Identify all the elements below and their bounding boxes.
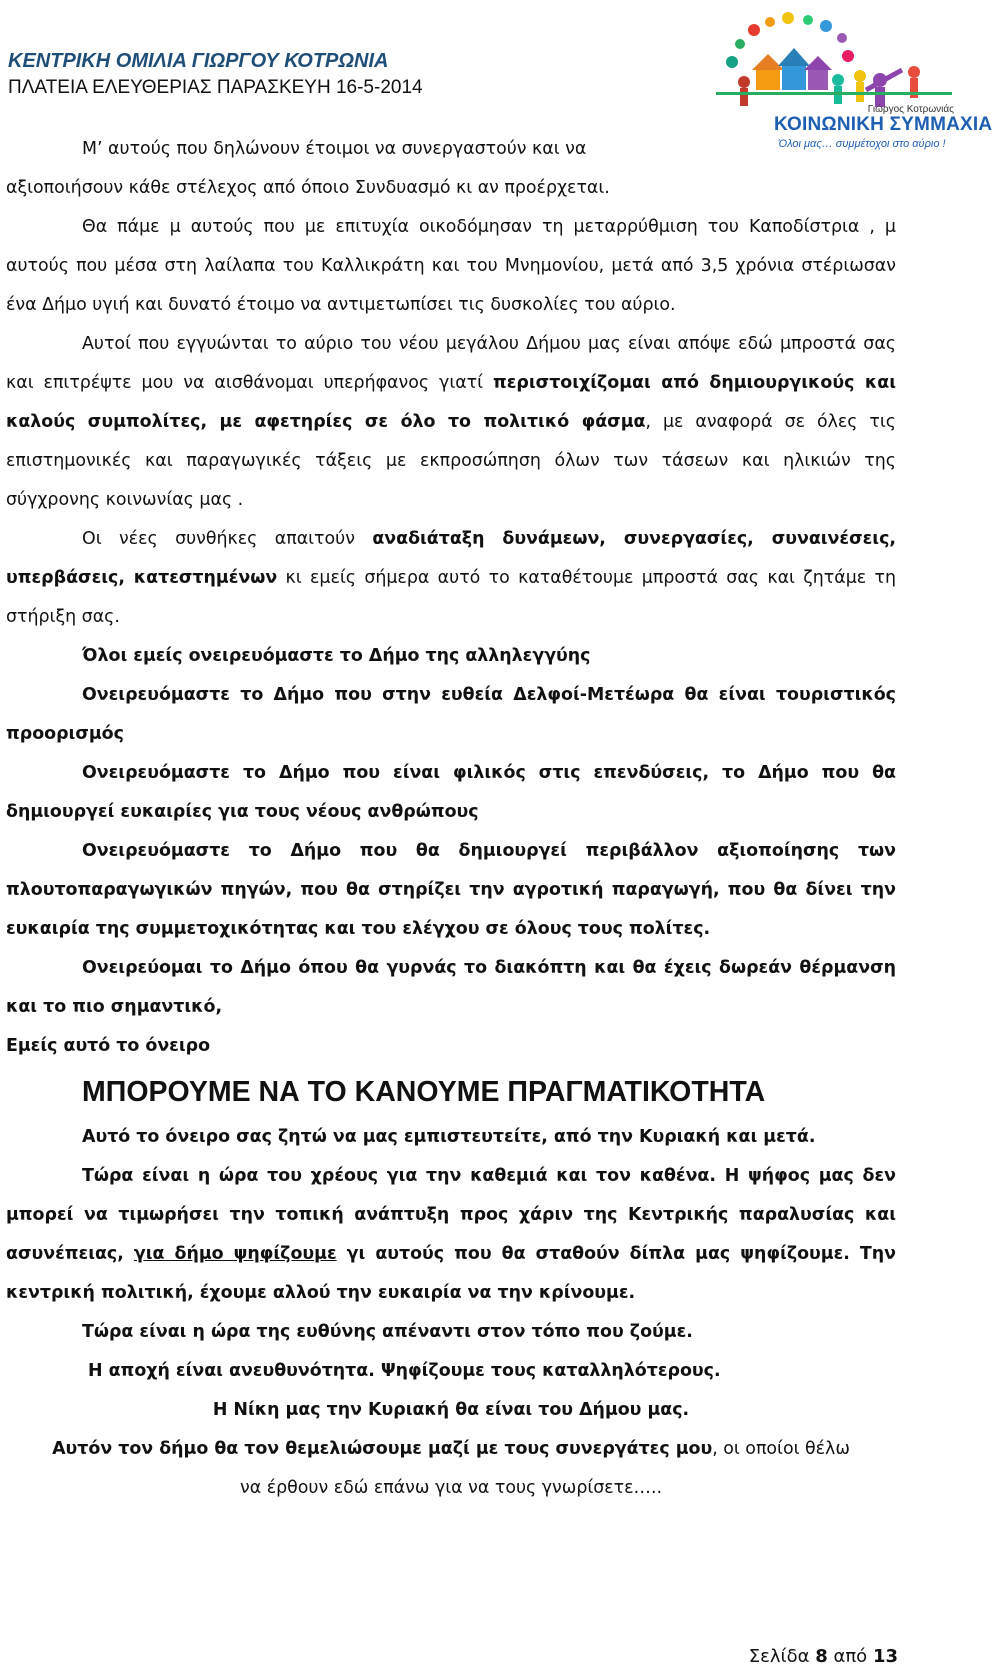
paragraph-17-bold: Αυτόν τον δήμο θα τον θεμελιώσουμε μαζί με τους συνεργάτες μου [52, 1439, 713, 1459]
logo-organization: ΚΟΙΝΩΝΙΚΗ ΣΥΜΜΑΧΙΑ [774, 114, 992, 135]
page-label: Σελίδα [748, 1646, 810, 1667]
paragraph-7: Ονειρευόμαστε το Δήμο που είναι φιλικός στις επενδύσεις, το Δήμο που θα δημιουργεί ευκαιρίες για τους νέους ανθρώπους [6, 763, 896, 822]
logo-slogan: Όλοι μας… συμμέτοχοι στο αύριο ! [778, 138, 946, 150]
headline-statement: ΜΠΟΡΟΥΜΕ ΝΑ ΤΟ ΚΑΝΟΥΜΕ ΠΡΑΓΜΑΤΙΚΟΤΗΤΑ [82, 1076, 766, 1108]
paragraph-15: Η αποχή είναι ανευθυνότητα. Ψηφίζουμε τους καταλληλότερους. [88, 1361, 721, 1381]
paragraph-1-line-2: αξιοποιήσουν κάθε στέλεχος από όποιο Συνδυασμό κι αν προέρχεται. [6, 178, 610, 198]
paragraph-17 [6, 1430, 896, 1469]
paragraph-13-text-c: γι αυτούς που θα σταθούν δίπλα μας ψηφίζουμε. Την κεντρική πολιτική, έχουμε αλλού την ευκαιρία να την κρίνουμε. [6, 1244, 896, 1303]
paragraph-13-underlined: για δήμο ψηφίζουμε [133, 1244, 337, 1264]
paragraph-16: Η Νίκη μας την Κυριακή θα είναι του Δήμου μας. [212, 1400, 690, 1420]
paragraph-13-text-a: Τώρα είναι η ώρα του χρέους για την καθεμιά και τον καθένα. Η ψήφος μας δεν μπορεί να τιμωρήσει την τοπική ανάπτυξη προς χάριν της Κεντρικής παραλυσίας και ασυνέπειας, [6, 1166, 896, 1264]
page-current: 8 [815, 1646, 828, 1667]
paragraph-2: Θα πάμε μ αυτούς που με επιτυχία οικοδόμησαν τη μεταρρύθμιση του Καποδίστρια , μ αυτούς που μέσα στη λαίλαπα του Καλλικράτη και του Μνημονίου, μετά από 3,5 χρόνια στέριωσαν ένα Δήμο υγιή και δυνατό έτοιμο να αντιμετωπίσει τις δυσκολίες του αύριο. [6, 217, 896, 315]
paragraph-9: Ονειρεύομαι το Δήμο όπου θα γυρνάς το διακόπτη και θα έχεις δωρεάν θέρμανση και το πιο σημαντικό, [6, 958, 896, 1017]
logo-person-name: Γιώργος Κοτρωνιάς [867, 104, 954, 115]
document-header [8, 48, 648, 102]
paragraph-17-text-b: , οι οποίοι θέλω [712, 1439, 850, 1459]
page-total: 13 [872, 1646, 898, 1667]
paragraph-8: Ονειρευόμαστε το Δήμο που θα δημιουργεί περιβάλλον αξιοποίησης των πλουτοπαραγωγικών πηγών, που θα στηρίζει την αγροτική παραγωγή, που θα δίνει την ευκαιρία της συμμετοχικότητας και του ελέγχου σε όλους τους πολίτες. [6, 841, 896, 939]
header-subtitle: ΠΛΑΤΕΙΑ ΕΛΕΥΘΕΡΙΑΣ ΠΑΡΑΣΚΕΥΗ 16-5-2014 [8, 77, 423, 98]
paragraph-1-line-1: Μ’ αυτούς που δηλώνουν έτοιμοι να συνεργαστούν και να [82, 139, 587, 159]
logo-graphic-icon [714, 10, 954, 110]
paragraph-4-text-a: Οι νέες συνθήκες απαιτούν [82, 529, 373, 549]
paragraph-4-bold: αναδιάταξη δυνάμεων, συνεργασίες, συναινέσεις, υπερβάσεις, κατεστημένων [6, 529, 896, 588]
paragraph-13 [6, 1157, 896, 1313]
paragraph-14: Τώρα είναι η ώρα της ευθύνης απέναντι στον τόπο που ζούμε. [82, 1322, 693, 1342]
paragraph-10: Εμείς αυτό το όνειρο [6, 1036, 211, 1056]
paragraph-5: Όλοι εμείς ονειρευόμαστε το Δήμο της αλληλεγγύης [82, 646, 591, 666]
paragraph-3-text-a: Αυτοί που εγγυώνται το αύριο του νέου μεγάλου Δήμου μας είναι απόψε εδώ μπροστά σας και επιτρέψτε μου να αισθάνομαι υπερήφανος γιατί [6, 334, 896, 393]
paragraph-3-bold: περιστοιχίζομαι από δημιουργικούς και καλούς συμπολίτες, με αφετηρίες σε όλο το πολιτικό φάσμα [6, 373, 896, 432]
paragraph-4 [6, 520, 896, 637]
paragraph-18: να έρθουν εδώ επάνω για να τους γνωρίσετε….. [239, 1478, 662, 1498]
paragraph-12: Αυτό το όνειρο σας ζητώ να μας εμπιστευτείτε, από την Κυριακή και μετά. [82, 1127, 816, 1147]
paragraph-3 [6, 325, 896, 520]
speech-body [6, 130, 896, 1508]
page-number [749, 1646, 898, 1667]
paragraph-6: Ονειρευόμαστε το Δήμο που στην ευθεία Δελφοί-Μετέωρα θα είναι τουριστικός προορισμός [6, 685, 896, 744]
page-of: από [833, 1646, 868, 1667]
paragraph-3-text-c: , με αναφορά σε όλες τις επιστημονικές και παραγωγικές τάξεις με εκπροσώπηση όλων των τάσεων και ηλικιών της σύγχρονης κοινωνίας μας . [6, 412, 896, 510]
header-title: ΚΕΝΤΡΙΚΗ ΟΜΙΛΙΑ ΓΙΩΡΓΟΥ ΚΟΤΡΩΝΙΑ [8, 50, 389, 72]
paragraph-4-text-c: κι εμείς σήμερα αυτό το καταθέτουμε μπροστά σας και ζητάμε τη στήριξη σας. [6, 568, 896, 627]
